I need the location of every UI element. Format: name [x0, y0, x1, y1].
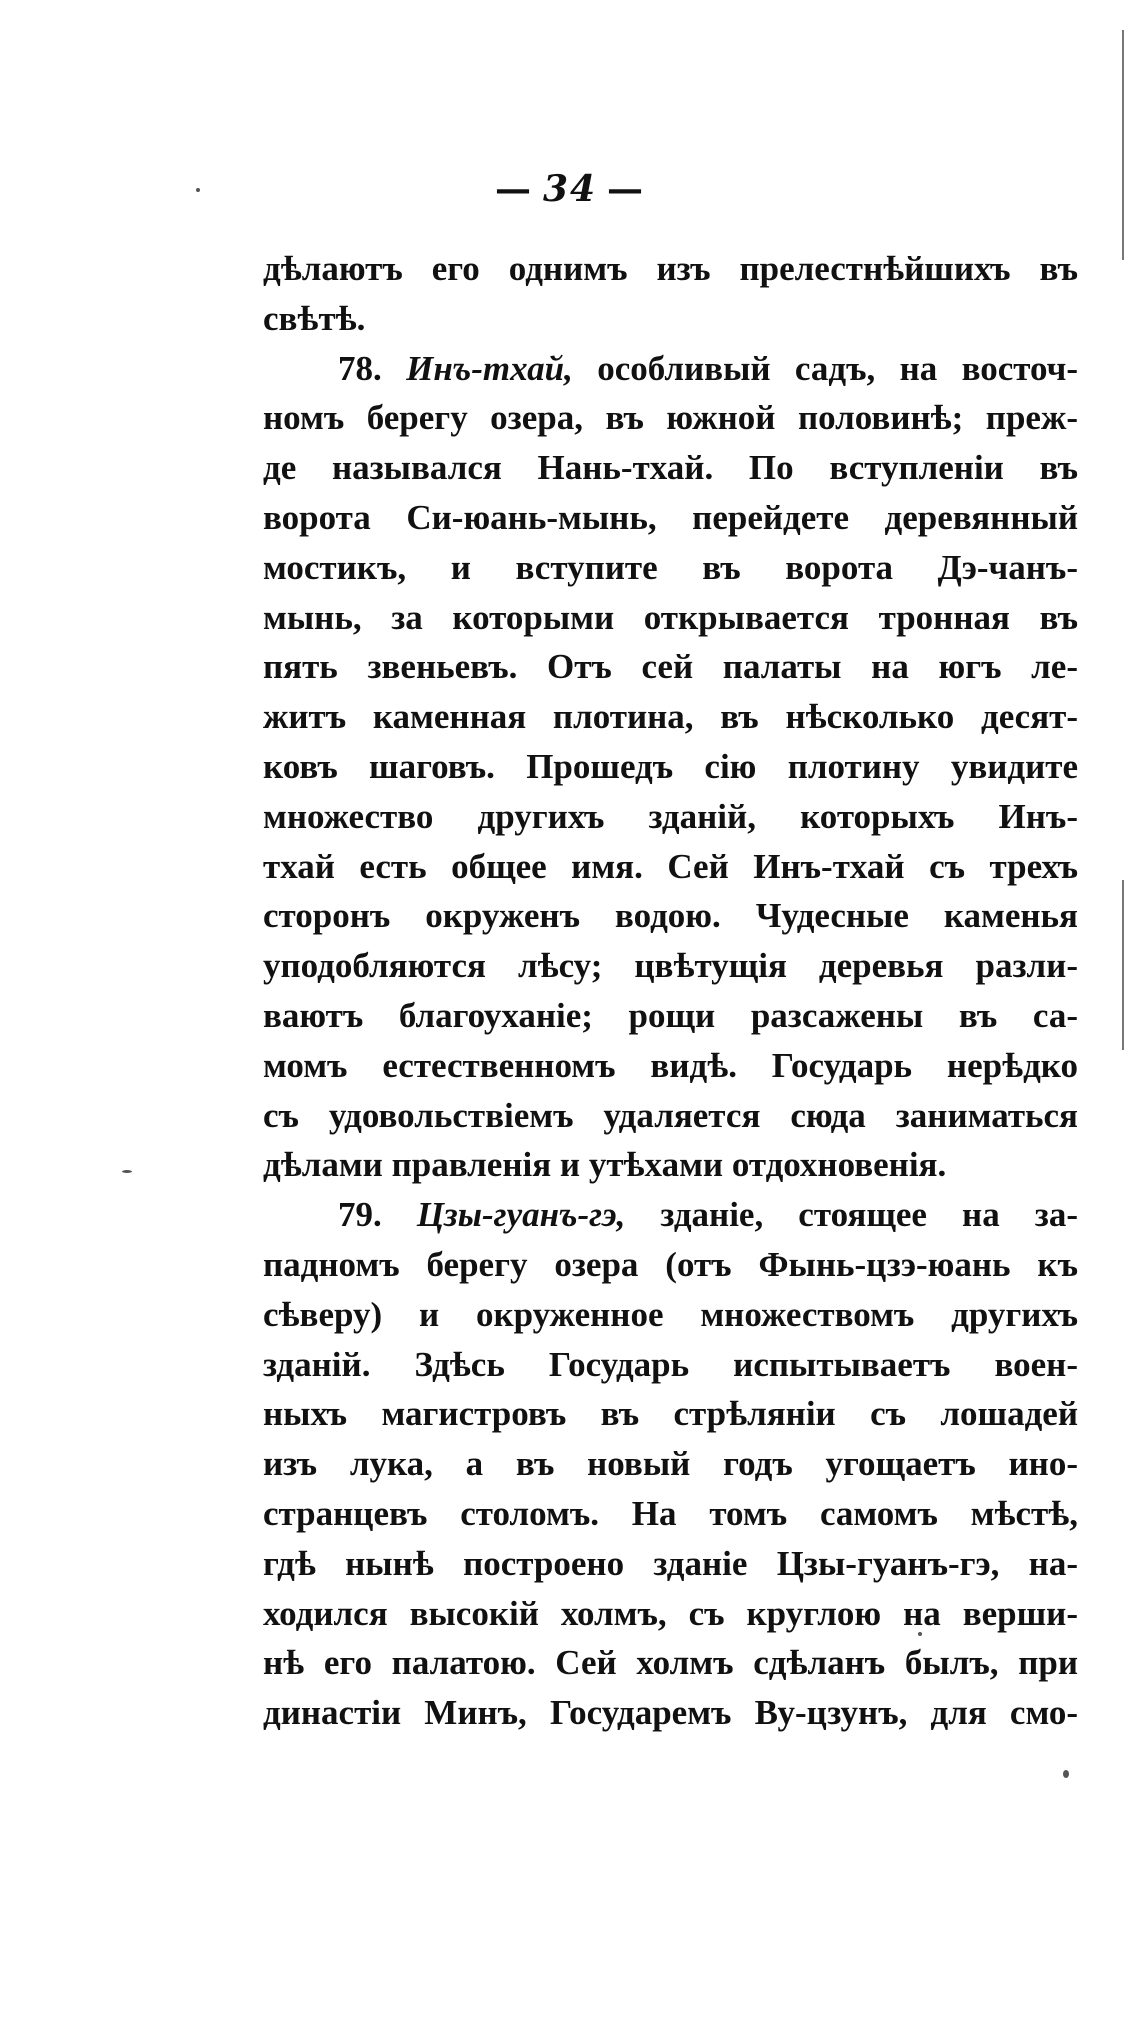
text-line: дѣлаютъ его однимъ изъ прелестнѣйшихъ въ	[263, 249, 1078, 288]
text-line: ходился высокій холмъ, съ круглою на верши-	[263, 1593, 1078, 1633]
text-line: странцевъ столомъ. На томъ самомъ мѣстѣ,	[263, 1493, 1078, 1533]
text-line: множество другихъ зданій, которыхъ Инъ-	[263, 796, 1078, 836]
entry-78-first-line	[263, 344, 1078, 394]
body-text	[263, 244, 1078, 1738]
page-number-dash: —	[494, 168, 533, 210]
text-line: свѣтѣ.	[263, 298, 366, 338]
text-line: сѣверу) и окруженное множествомъ другихъ	[263, 1294, 1078, 1334]
text-line: момъ естественномъ видѣ. Государь нерѣдко	[263, 1045, 1078, 1085]
entry-heading: Цзы-гуанъ-гэ,	[416, 1195, 626, 1235]
text-line: съ удовольствіемъ удаляется сюда заниматься	[263, 1095, 1078, 1135]
entry-79-first-line	[263, 1190, 1078, 1240]
page-edge-line	[1122, 30, 1124, 260]
text-line: зданій. Здѣсь Государь испытываетъ воен-	[263, 1344, 1078, 1384]
text-line: мынь, за которыми открывается тронная въ	[263, 597, 1078, 637]
text-line: тхай есть общее имя. Сей Инъ-тхай съ трехъ	[263, 846, 1078, 886]
text-line: гдѣ нынѣ построено зданіе Цзы-гуанъ-гэ, на-	[263, 1543, 1078, 1583]
text-line: пять звеньевъ. Отъ сей палаты на югъ ле-	[263, 647, 1078, 687]
page-number-value: 34	[542, 168, 598, 210]
print-speck	[122, 1170, 132, 1173]
print-speck	[1063, 1770, 1069, 1778]
text-line: династіи Минъ, Государемъ Ву-цзунъ, для смо-	[263, 1693, 1078, 1733]
page-number-dash: —	[607, 168, 646, 210]
text-fragment: особливый садъ, на восточ-	[597, 348, 1079, 388]
text-line: дѣлами правленія и утѣхами отдохновенія.	[263, 1145, 947, 1185]
text-line: ваютъ благоуханіе; рощи разсажены въ са-	[263, 995, 1078, 1035]
text-line: житъ каменная плотина, въ нѣсколько десят-	[263, 697, 1078, 737]
text-line: мостикъ, и вступите въ ворота Дэ-чанъ-	[263, 547, 1078, 587]
text-line: де назывался Нань-тхай. По вступленіи въ	[263, 448, 1078, 488]
text-line: падномъ берегу озера (отъ Фынь-цзэ-юань къ	[263, 1244, 1078, 1284]
page-edge-line	[1122, 880, 1124, 1050]
text-line: изъ лука, а въ новый годъ угощаетъ ино-	[263, 1444, 1078, 1484]
text-line: ковъ шаговъ. Прошедъ сію плотину увидите	[263, 746, 1078, 786]
text-line: ныхъ магистровъ въ стрѣляніи съ лошадей	[263, 1394, 1078, 1434]
text-line: ворота Си-юань-мынь, перейдете деревянный	[263, 497, 1078, 537]
text-line: сторонъ окруженъ водою. Чудесные каменья	[263, 896, 1078, 936]
text-fragment: зданіе, стоящее на за-	[660, 1195, 1078, 1235]
text-line: номъ берегу озера, въ южной половинѣ; преж-	[263, 398, 1078, 438]
entry-number: 78.	[338, 348, 382, 388]
entry-heading: Инъ-тхай,	[406, 348, 573, 388]
text-line: нѣ его палатою. Сей холмъ сдѣланъ былъ, при	[263, 1643, 1078, 1683]
page-number	[0, 168, 1140, 210]
entry-number: 79.	[338, 1195, 382, 1235]
text-line: уподобляются лѣсу; цвѣтущія деревья разли-	[263, 946, 1078, 986]
